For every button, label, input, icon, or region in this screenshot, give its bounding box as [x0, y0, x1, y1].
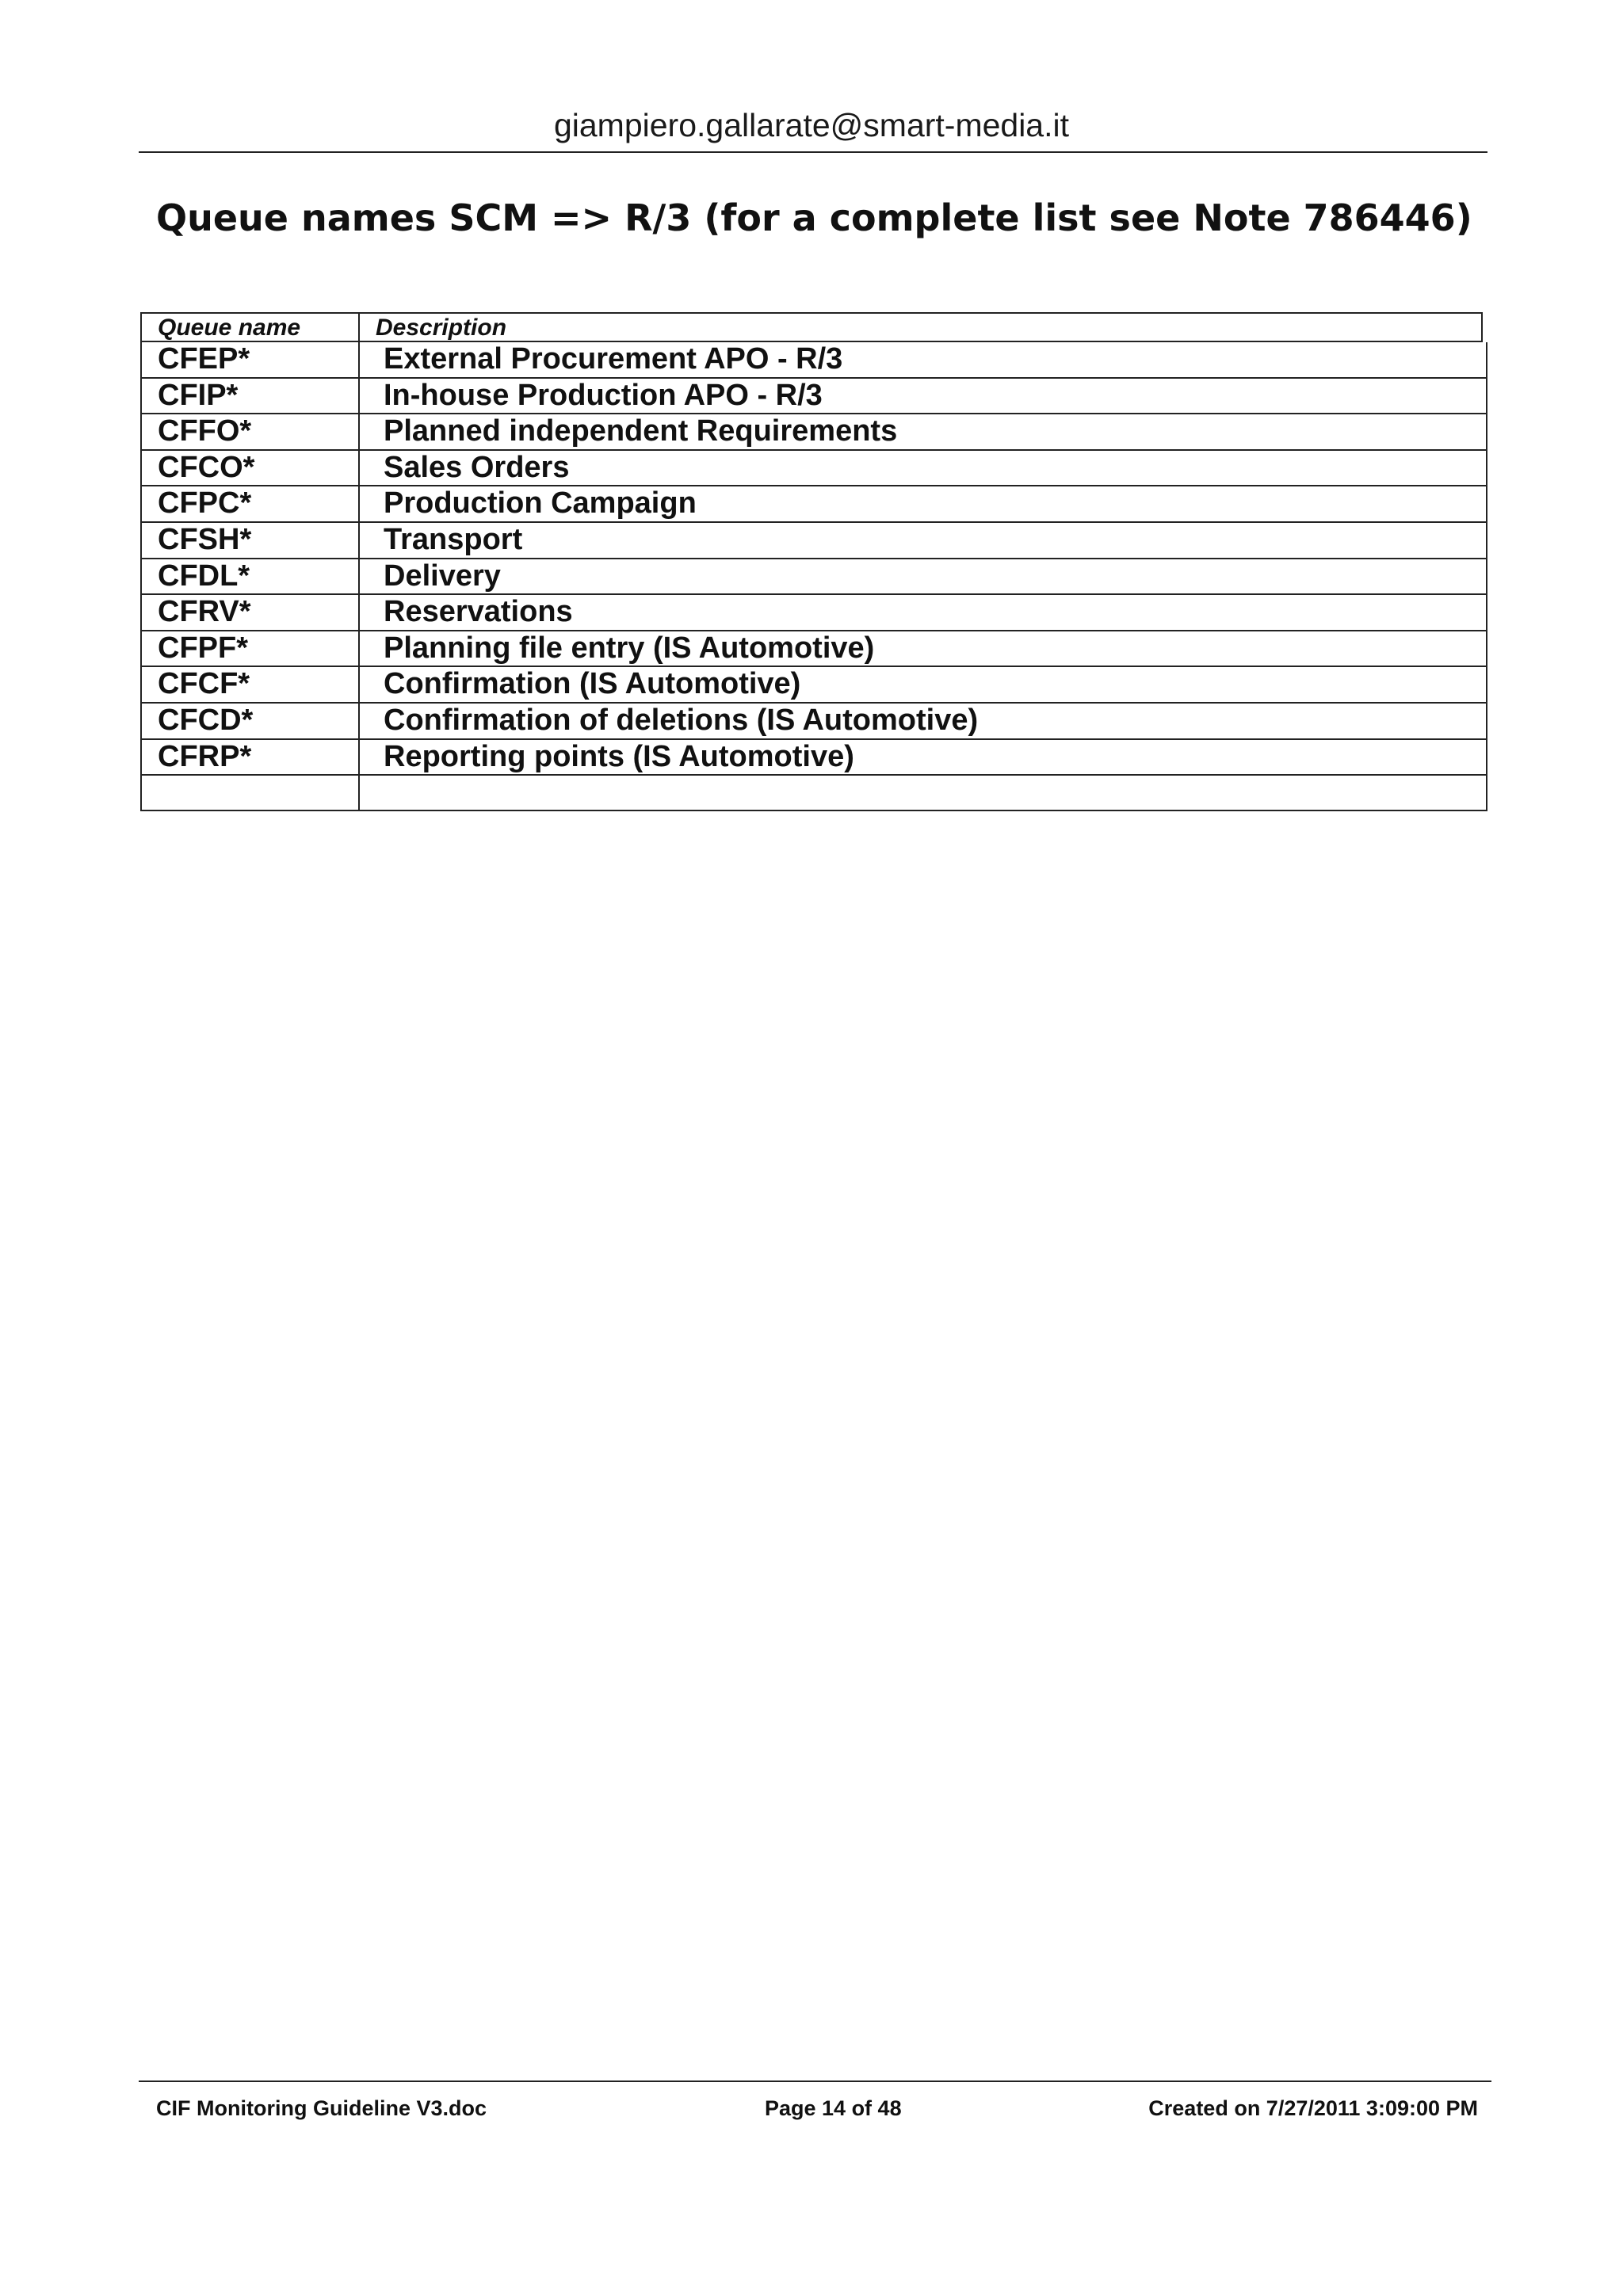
table-row: [140, 379, 1487, 415]
description-cell: Reservations: [384, 595, 573, 629]
description-cell: Delivery: [384, 559, 501, 593]
queue-name-cell: [142, 776, 360, 810]
table-row: [140, 631, 1487, 668]
table-row: [140, 740, 1487, 776]
description-cell: Sales Orders: [384, 450, 570, 484]
description-cell: Planned independent Requirements: [384, 414, 898, 448]
queue-name-cell: CFCF*: [142, 667, 360, 702]
description-cell: Planning file entry (IS Automotive): [384, 631, 875, 665]
table-row: [140, 451, 1487, 487]
description-cell: Production Campaign: [384, 486, 697, 521]
queue-name-cell: CFSH*: [142, 523, 360, 558]
description-cell: [360, 776, 1486, 810]
table-row: [140, 486, 1487, 523]
column-header-queue-name: Queue name: [142, 314, 360, 341]
table-row: [140, 414, 1487, 451]
description-cell: Transport: [384, 522, 523, 556]
footer-created-date: Created on 7/27/2011 3:09:00 PM: [1148, 2096, 1478, 2120]
queue-name-cell: CFCO*: [142, 451, 360, 486]
page-heading: Queue names SCM => R/3 (for a complete list see Note 786446): [156, 196, 1472, 239]
table-row: [140, 595, 1487, 631]
queue-name-cell: CFPF*: [142, 631, 360, 666]
column-header-description: Description: [376, 315, 507, 341]
queue-name-cell: CFRP*: [142, 740, 360, 775]
header-divider: [139, 151, 1487, 153]
queue-name-cell: CFRV*: [142, 595, 360, 630]
table-row: [140, 704, 1487, 740]
queue-name-cell: CFEP*: [142, 342, 360, 377]
queue-name-cell: CFIP*: [142, 379, 360, 414]
queue-name-cell: CFFO*: [142, 414, 360, 449]
description-cell: In-house Production APO - R/3: [384, 378, 823, 412]
queue-name-cell: CFCD*: [142, 704, 360, 738]
table-row: [140, 523, 1487, 559]
table-row-empty: [140, 776, 1487, 811]
description-cell: Confirmation of deletions (IS Automotive): [384, 703, 979, 737]
description-cell: Confirmation (IS Automotive): [384, 667, 801, 701]
table-row: [140, 559, 1487, 596]
description-cell: External Procurement APO - R/3: [384, 342, 843, 376]
table-row: [140, 342, 1487, 379]
description-cell: Reporting points (IS Automotive): [384, 739, 854, 773]
queue-names-table: [140, 312, 1487, 811]
footer-page-number: Page 14 of 48: [765, 2096, 902, 2120]
table-header-row: [140, 312, 1483, 342]
header-email: giampiero.gallarate@smart-media.it: [553, 107, 1070, 143]
queue-name-cell: CFPC*: [142, 486, 360, 521]
footer-document-name: CIF Monitoring Guideline V3.doc: [156, 2096, 487, 2120]
footer-divider: [139, 2081, 1491, 2082]
table-row: [140, 667, 1487, 704]
queue-name-cell: CFDL*: [142, 559, 360, 594]
